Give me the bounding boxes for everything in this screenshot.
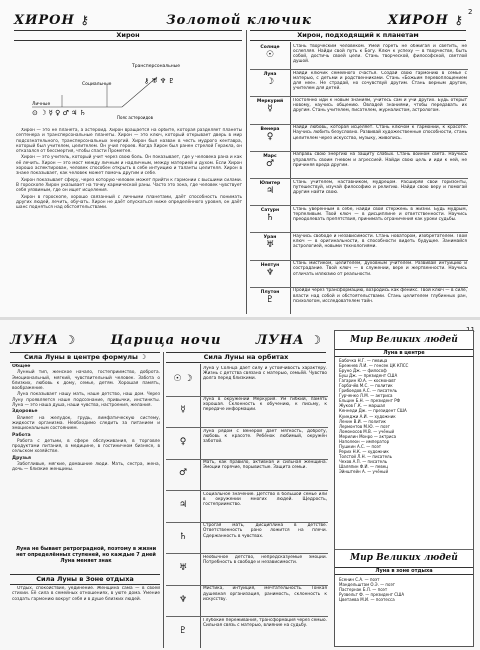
chiron-glyph-icon: ⚷ <box>80 12 91 27</box>
planet-name: Юпитер <box>259 181 281 186</box>
diagram-label-asteroids: Пояс астероидов <box>117 115 153 120</box>
left-column-header: Хирон <box>14 30 242 41</box>
list-item: Мерилин Монро — актриса <box>339 433 397 439</box>
right-column-header: Хирон, подходящий к планетам <box>250 30 466 41</box>
column-divider <box>246 30 247 314</box>
diagram-planet-glyphs: ⊙ ☽ ☿ ♀ ♂ ♃ ♄ <box>32 109 86 117</box>
orbit-description: Луна у Солнца даёт силу и устойчивость характеру. Жизнь с детства связана с матерью, семьёй. Чувство долга перед близкими. <box>203 365 327 381</box>
intro-paragraph: Хирон — это не планета, а астероид. Хирон вращается на орбите, которая разделяет планеты септенера и трансперсональные планеты. Хирон — это ключ, который открывает дверь в мир подсознательного, трансперсональных энергий. Хирон был назван в честь мудрого кентавра, который был учителем, целителем. Он учил героев. Когда Хирон был ранен стрелой Геракла, он отказался от бессмертия, чтобы спасти Прометея. <box>16 128 242 155</box>
orbit-glyph-icon: ♅ <box>178 563 188 574</box>
planet-glyph-icon: ☿ <box>267 104 273 115</box>
great-people-sidebar <box>334 330 474 647</box>
planet-glyph-icon: ♂ <box>265 158 275 169</box>
orbit-description: Глубокие переживания, трансформация через семью. Сильная связь с матерью, влияние на судьбу. <box>203 617 327 629</box>
list-item: Рузвельт Ф. — президент США <box>339 592 405 598</box>
planet-name-cell <box>250 72 290 87</box>
planet-description: Стань уверенным в себе, найди свой стержень в жизни. Будь мудрым, терпеливым. Твой ключ — в дисциплине и ответственности. Научись преодолевать препятствия, принимать ограничения как уроки судьбы. <box>293 206 467 223</box>
banner-center-title: Царица ночи <box>110 332 222 348</box>
planet-glyph-icon: ♀ <box>266 131 274 142</box>
section-text: Влияет на желудок, грудь, лимфатическую систему, жидкости организма. Необходимо следить за питанием и эмоциональным состоянием. <box>12 415 160 432</box>
planet-rows <box>250 42 468 314</box>
list-item: Гурченко Л.М. — актриса <box>339 393 393 399</box>
planet-glyph-icon: ☽ <box>265 77 275 88</box>
list-item: Лермонтов М.Ю. — поэт <box>339 423 390 429</box>
planet-name: Нептун <box>260 262 280 268</box>
orbit-description: Мать, как правило, активная и сильная женщина. Эмоции горячие, порывистые. Защита семьи. <box>203 460 327 471</box>
column-divider <box>163 352 164 648</box>
sidebar-divider <box>335 549 473 550</box>
rest-zone-text <box>12 586 160 646</box>
diagram-label-personal: Личные <box>32 102 51 107</box>
planet-description: Стань учителем, наставником, мудрецом. Расширяй свои горизонты, путешествуй, изучай философию и религию. Найди свою веру и помогай другим найти свою. <box>293 179 467 195</box>
list-item: Толстой Л.Н. — писатель <box>339 453 392 459</box>
section-title: Общее <box>12 364 31 369</box>
orbit-description: Строгая мать, дисциплина в детстве. Ответственность рано ложится на плечи. Сдержанность в чувствах. <box>203 523 327 539</box>
planet-name: Марс <box>263 153 277 159</box>
orbit-glyph-icon: ♇ <box>178 626 188 637</box>
list-item: Пастернак Б.Л. — поэт <box>339 587 388 593</box>
list-item: Грибоедов А.С. — писатель <box>339 388 397 394</box>
banner-left-title: ХИРОН <box>14 12 75 28</box>
banner-left-title: ЛУНА <box>10 332 59 348</box>
planet-description: Постоянно иди к новым знаниям, учитесь сам и учи других. Будь открыт новому, научись общению. Овладей знаниями, чтобы передавать их другим. Стань учителем, писателем, журналистом, астрологом. <box>293 97 467 114</box>
planet-name-cell <box>250 263 290 278</box>
orbit-glyph-icon: ♆ <box>178 594 188 605</box>
sidebar-list-rest <box>339 577 469 643</box>
planet-name-cell <box>250 235 290 250</box>
list-item: Мандельштам О.Э. — поэт <box>339 582 396 588</box>
diagram-outer-glyphs: ⚷ ♅ ♆ ♇ <box>144 77 175 85</box>
sidebar-subtitle: Луна в зоне отдыха <box>335 567 473 575</box>
list-item: Рерих Н.К. — художник <box>339 448 389 454</box>
section-text: Работа с детьми, в сфере обслуживания, в торговле продуктами питания, в медицине, в гостиничном бизнесе, в сельском хозяйстве. <box>12 438 160 455</box>
moon-glyph-icon: ☽ <box>310 332 322 347</box>
planet-name: Луна <box>263 72 277 78</box>
intro-paragraph: Хирон показывает сферу, через которую человек может прийти к гармонии с высшими силами. В гороскопе Хирон указывает на точку кармической раны. Часто это зона, где человек чувствует себя уязвимым, где он ищет исцеления. <box>16 177 242 194</box>
list-item: Куинджи А.И. — художник <box>339 413 396 419</box>
list-item: Буш Дж. — президент США <box>339 373 398 379</box>
rest-zone-paragraph: Отдых, спокойствие, уединение. Женщина сама — в своей стихии. Её сила в семейных отношениях, в уюте дома. Умение создать гармонию вокруг себя и в душе близких людей. <box>12 586 160 602</box>
list-item: Кеннеди Дж. — президент США <box>339 408 407 414</box>
orbit-glyph-icon: ♀ <box>179 436 187 447</box>
list-item: Ломоносов М.В. — учёный <box>339 428 395 434</box>
sidebar-title: Мир Великих людей <box>350 553 458 563</box>
planet-glyph-icon: ♇ <box>265 294 275 305</box>
warning-line: Луна меняет знак <box>60 558 112 564</box>
list-item: Наполеон — император <box>339 438 390 444</box>
planet-description: Стань творческим человеком. Умей гореть не обжигая и светить, не ослепляя. Найди свой путь к Богу. Ключ к успеху — в творчестве, быть собой, достичь своей цели. Стань творческой, философской, светлой душой. <box>293 43 467 65</box>
sidebar-title: Мир Великих людей <box>350 335 458 345</box>
orbit-glyph-icon: ♃ <box>178 500 188 510</box>
section-title: Здоровье <box>12 409 38 415</box>
planet-name-cell <box>250 154 290 169</box>
planet-name: Солнце <box>260 45 280 50</box>
moon-banner <box>10 332 322 348</box>
orbit-description: Луна в окружении Меркурия. Ум гибкий, память хорошая. Склонность к обучению, к письму, к передаче информации. <box>203 397 327 413</box>
orbit-glyph-icon: ☉ ☽ <box>173 373 193 384</box>
banner-center-title: Золотой ключик <box>166 12 312 28</box>
left-column-header <box>10 352 160 363</box>
planet-orbit-diagram <box>22 55 182 125</box>
section-title: Работа <box>12 432 31 438</box>
orbit-description: Луна рядом с Венерой даёт мягкость, доброту, любовь к красоте. Ребёнок любимый, окружён заботой. <box>203 428 327 445</box>
planet-name-cell <box>250 181 290 196</box>
planet-name-cell <box>250 127 290 142</box>
planet-name: Венера <box>260 126 280 132</box>
diagram-label-transpersonal: Трансперсональные <box>132 64 181 69</box>
orbit-description: Мистика, интуиция, мечтательность. Тонкая душевная организация, ранимость, склонность к искусству. <box>203 586 327 602</box>
list-item: Ленин В.И. — политик <box>339 418 386 424</box>
planet-description: Пройди через трансформацию, возродись как феникс. Твой ключ — в силе, власти над собой и обстоятельствами. Стань целителем глубинных ран, психологом, исследователем тайн. <box>293 288 467 304</box>
orbit-glyph-icon: ☿ <box>180 405 186 416</box>
planet-name: Сатурн <box>260 208 280 214</box>
moon-glyph-icon: ☽ <box>140 353 147 361</box>
list-item: Чехов А.П. — писатель <box>339 458 388 464</box>
moon-glyph-icon: ☽ <box>64 332 77 347</box>
list-item: Ельцин Б.Н. — президент РФ <box>339 398 401 404</box>
moon-center-text <box>12 364 160 544</box>
warning-line: Луна не бывает ретроградной, поэтому в жизни нет определённых ступеней, но каждые 7 дней <box>15 546 157 558</box>
planet-description: Направь свою энергию на защиту слабых. Стань воином света. Научись управлять своим гневом и агрессией. Найди свою цель и иди к ней, не причиняя вреда другим. <box>293 152 467 168</box>
planet-glyph-icon: ♃ <box>265 186 275 196</box>
orbit-glyph-icon: ♂ <box>178 468 188 479</box>
planet-name-cell <box>250 99 290 114</box>
orbit-rows <box>166 364 328 648</box>
planet-description: Научись свободе и независимости. Стань новатором, изобретателем. Твой ключ — в оригинальности, в способности видеть будущее. Занимайся астрологией, новыми технологиями. <box>293 233 467 250</box>
list-item: Бруно Дж. — философ <box>339 368 387 374</box>
orbit-description: Необычное детство, непредсказуемые эмоции. Потребность в свободе и независимости. <box>203 554 327 566</box>
intro-paragraph: Хирон — это учитель, который учит через свою боль. Он показывает, где у человека рана и как её лечить. Хирон — это мост между личным и надличным, между материей и духом. Если Хирон хорошо аспектирован, человек способен открыть в себе интуицию и таланты целителя. Хирон в знаке показывает, как человек может помочь другим и себе. <box>16 155 242 177</box>
mid-column-header: Сила Луны на орбитах <box>166 352 326 363</box>
planet-description: Стань мистиком, целителем, духовным учителем. Развивай интуицию и сострадание. Твой ключ — в служении, вере и жертвенности. Научись отличать иллюзию от реальности. <box>293 261 467 277</box>
orbit-column-divider <box>200 364 201 648</box>
moon-warning <box>12 546 160 564</box>
list-item: Гагарин Ю.А. — космонавт <box>339 378 396 384</box>
section-text: Лунный тип, женское начало, гостеприимство, доброта. Эмоциональный, мягкий, чувствительный человек. Забота о близких, любовь к дому, семье, детям. Хорошая память, воображение. <box>12 370 160 392</box>
orbit-description: Социальное значение. Детство в большой семье или в окружении многих людей. Щедрость, гостеприимство. <box>203 491 327 508</box>
planet-name: Плутон <box>260 289 280 295</box>
page-number: 2 <box>468 8 473 16</box>
left-header-text: Сила Луны в центре формулы <box>23 353 138 361</box>
list-item: Горбачёв М.С. — политик <box>339 383 393 389</box>
sidebar-subtitle: Луна в центре <box>335 349 473 357</box>
list-item: Жуков Г.К. — маршал <box>339 403 386 409</box>
list-item: Пушкин А.С. — поэт <box>339 443 382 449</box>
planet-name-cell <box>250 45 290 60</box>
planet-name: Меркурий <box>256 99 284 105</box>
section-text: Заботливые, мягкие, домашние люди. Мать, сестра, жена, дочь — близкие женщины. <box>12 462 160 473</box>
planet-name-cell <box>250 290 290 305</box>
page-chiron <box>0 0 480 318</box>
diagram-label-social: Социальные <box>82 82 112 87</box>
list-item: Брежнев Л.И. — генсек ЦК КПСС <box>339 363 409 369</box>
list-item: Цветаева М.И. — поэтесса <box>339 597 395 603</box>
planet-name-cell <box>250 208 290 223</box>
section-text: Луна показывает нашу мать, наше детство, наш дом. Через Луну проявляется наше подсознание, привычки, инстинкты. Луна — это наша душа, наши чувства, настроения, желания. <box>12 392 160 409</box>
rest-zone-header: Сила Луны в Зоне отдыха <box>10 574 160 585</box>
chiron-glyph-icon: ⚷ <box>454 12 464 27</box>
planet-glyph-icon: ♅ <box>265 240 275 251</box>
list-item: Есенин С.А. — поэт <box>339 577 380 582</box>
planet-description: Найди любовь, которая исцеляет. Стань ключом к гармонии, к красоте. Научись любить безусловно. Развивай художественные способности, стань целителем через искусство, музыку, живопись. <box>293 125 467 141</box>
planet-name: Уран <box>263 235 277 241</box>
orbit-glyph-icon: ♄ <box>178 531 188 542</box>
chiron-intro-text <box>16 128 242 314</box>
intro-paragraph: Хирон в гороскопе, хорошо связанный с личными планетами, даёт способность понимать других людей, лечить, обучать. Хирон не даёт опускаться ниже определённого уровня, он даёт шанс подняться над обстоятельствами. <box>16 194 242 211</box>
banner-right-title: ХИРОН <box>387 12 449 28</box>
banner-right-title: ЛУНА <box>255 332 305 348</box>
planet-glyph-icon: ♄ <box>265 213 275 224</box>
section-title: Друзья <box>12 455 31 461</box>
list-item: Шаляпин Ф.И. — певец <box>339 463 388 469</box>
planet-glyph-icon: ♆ <box>265 267 275 278</box>
chiron-banner <box>14 12 464 28</box>
planet-description: Найди ключик семейного счастья. Создай свою гармонию в семье с матерью, с детьми и родственниками. Стань «Божьим перевоплощением для нее». Не страдай, но сочувствуй другим. Стань верным другом, учителем для детей. <box>293 70 467 92</box>
planet-glyph-icon: ☉ <box>265 50 275 60</box>
list-item: Бабочка Н.Г. — певица <box>339 358 388 363</box>
list-item: Эйнштейн А. — учёный <box>339 469 389 475</box>
sidebar-list-center <box>339 358 469 545</box>
